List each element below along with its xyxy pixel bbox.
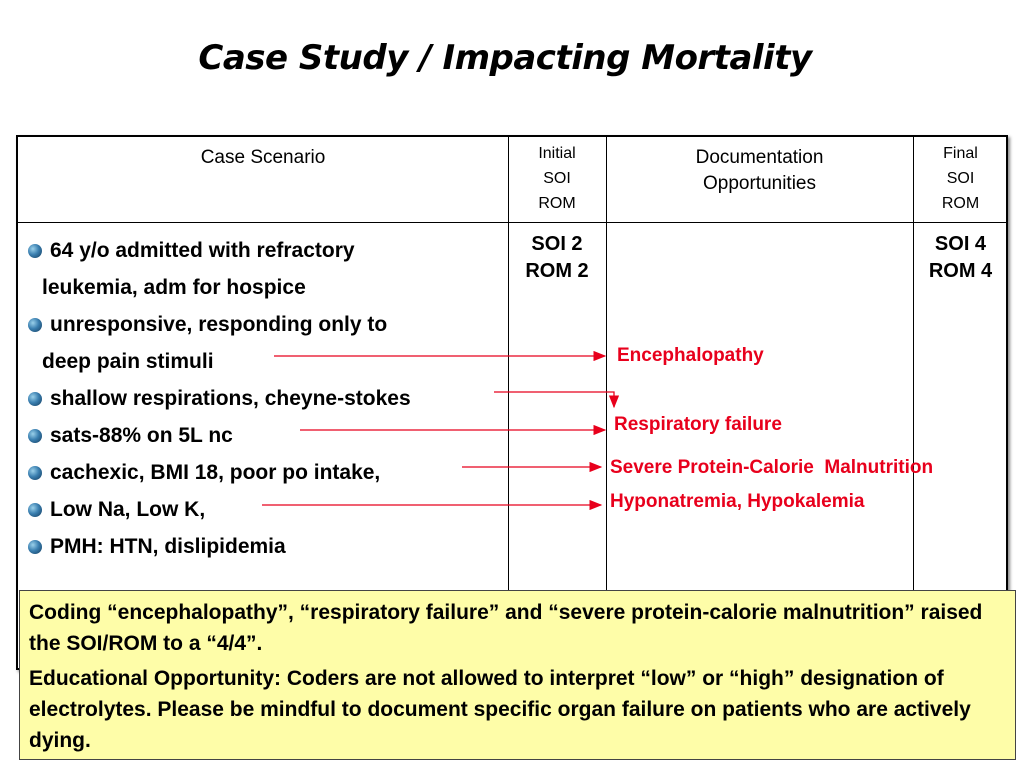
header-documentation-line: Opportunities <box>702 173 816 194</box>
scenario-item-continuation: deep pain stimuli <box>42 350 214 373</box>
scenario-item-continuation: leukemia, adm for hospice <box>42 276 306 299</box>
scenario-item: PMH: HTN, dislipidemia <box>28 528 508 565</box>
slide-title: Case Study / Impacting Mortality <box>198 38 812 78</box>
header-documentation-line: Documentation <box>695 147 824 168</box>
dx-encephalopathy: Encephalopathy <box>617 345 764 366</box>
scenario-item: cachexic, BMI 18, poor po intake, <box>28 454 508 491</box>
scenario-item: sats-88% on 5L nc <box>28 417 508 454</box>
header-case-scenario: Case Scenario <box>200 147 326 168</box>
header-initial-line: ROM <box>538 195 576 212</box>
dx-respiratory-failure: Respiratory failure <box>614 414 782 435</box>
scenario-item: shallow respirations, cheyne-stokes <box>28 380 508 417</box>
note-educational-opportunity: Educational Opportunity: Coders are not allowed to interpret “low” or “high” designation of electrolytes. Please be mindful to document specific organ failure on patients who are actively dying. <box>29 667 971 752</box>
arrow-to-respiratory-failure <box>494 392 614 407</box>
header-initial-line: SOI <box>543 170 571 187</box>
header-initial-line: Initial <box>538 145 576 162</box>
initial-rom: ROM 2 <box>525 260 589 282</box>
scenario-item: 64 y/o admitted with refractory <box>28 232 508 269</box>
initial-soi: SOI 2 <box>531 233 583 255</box>
header-final-line: Final <box>943 145 978 162</box>
final-soi: SOI 4 <box>934 233 987 255</box>
scenario-item: Low Na, Low K, <box>28 491 508 528</box>
dx-malnutrition: Severe Protein-Calorie Malnutrition <box>610 457 934 478</box>
note-coding-summary: Coding “encephalopathy”, “respiratory failure” and “severe protein-calorie malnutrition” raised the SOI/ROM to a “4/4”. <box>29 601 983 655</box>
header-final-line: SOI <box>946 170 975 187</box>
final-rom: ROM 4 <box>928 260 993 282</box>
dx-electrolytes: Hyponatremia, Hypokalemia <box>610 491 865 512</box>
educational-note-box <box>19 590 1016 760</box>
header-final-line: ROM <box>941 195 980 212</box>
scenario-item: unresponsive, responding only to <box>28 306 508 343</box>
